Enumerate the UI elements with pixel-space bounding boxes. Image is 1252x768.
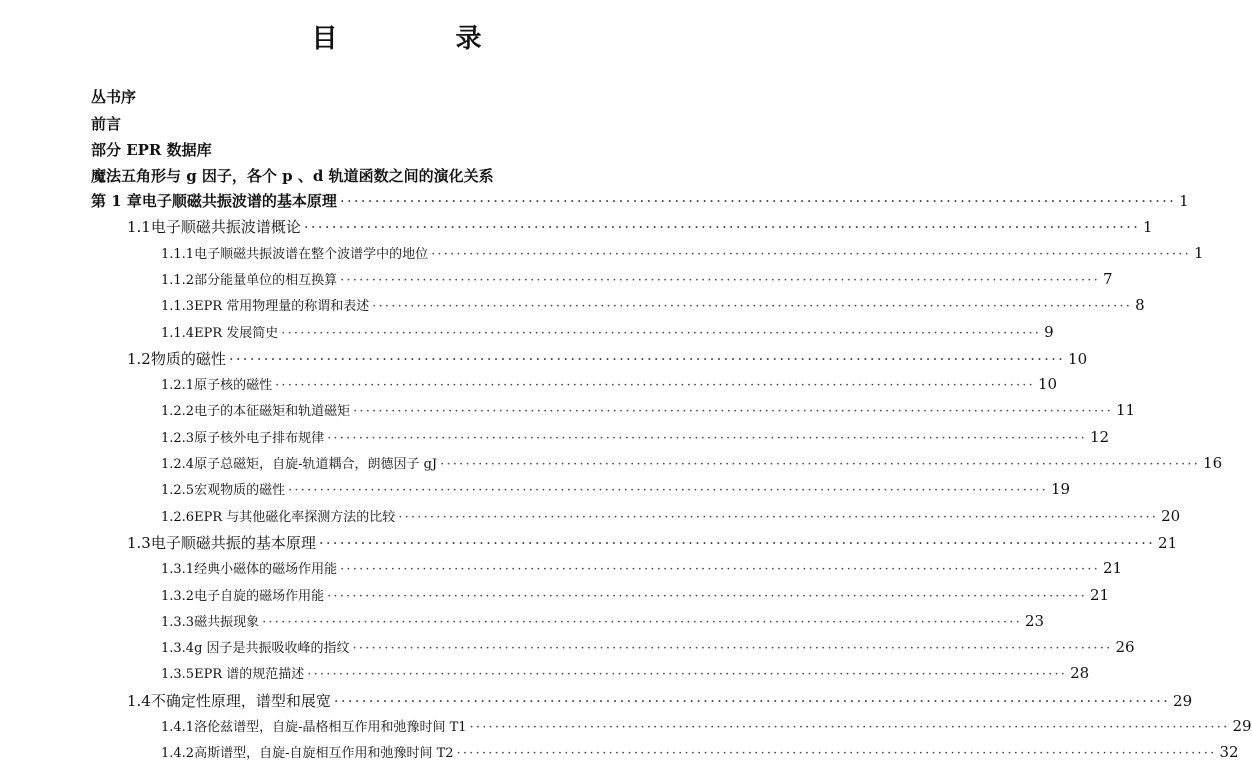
toc-entry-1-3-2[interactable] (161, 585, 1110, 604)
entry-page-number: 10 (1037, 375, 1058, 394)
toc-entry-1-3-1[interactable] (161, 558, 1123, 578)
entry-title: EPR 常用物理量的称谓和表述 (194, 299, 370, 315)
dot-leader: ························································································································ (318, 533, 1156, 552)
dot-leader: ························································································································ (275, 378, 1035, 394)
entry-page-number: 7 (1102, 269, 1113, 288)
toc-entry-1-4[interactable] (127, 690, 1193, 711)
front-matter-item: 部分 EPR 数据库 (91, 141, 212, 159)
entry-title: EPR 与其他磁化率探测方法的比较 (194, 509, 396, 525)
entry-page-number: 26 (1115, 638, 1135, 657)
dot-leader: ························································································································ (288, 483, 1048, 499)
entry-number: 1.2.4 (161, 457, 195, 472)
entry-page-number: 21 (1158, 533, 1178, 552)
entry-number: 1.4.1 (161, 720, 195, 735)
toc-entry-1-2-2[interactable] (161, 400, 1136, 420)
toc-entry-1-1-4[interactable] (161, 322, 1054, 341)
entry-number: 1.2.3 (161, 430, 195, 446)
dot-leader: ························································································································ (398, 509, 1159, 525)
entry-page-number: 32 (1219, 743, 1239, 762)
dot-leader: ························································································································ (372, 299, 1133, 315)
front-matter-item: 丛书序 (91, 88, 137, 106)
entry-page-number: 19 (1050, 480, 1071, 499)
toc-entry-1-3[interactable] (127, 532, 1178, 553)
entry-title: EPR 发展简史 (194, 325, 279, 341)
entry-number: 1.2.6 (161, 509, 195, 525)
entry-page-number: 29 (1232, 717, 1252, 735)
entry-page-number: 21 (1089, 585, 1110, 604)
dot-leader: ························································································································ (353, 404, 1113, 420)
entry-title: 宏观物质的磁性 (194, 483, 286, 499)
entry-page-number: 10 (1068, 349, 1088, 368)
dot-leader: ························································································································ (339, 192, 1177, 210)
entry-page-number: 1 (1193, 243, 1204, 262)
dot-leader: ························································································································ (327, 430, 1087, 446)
toc-entry-1-1-1[interactable] (161, 243, 1204, 262)
entry-page-number: 12 (1089, 427, 1110, 446)
entry-number: 1.1.2 (161, 272, 195, 288)
dot-leader: ························································································································ (333, 691, 1171, 710)
entry-title: 原子总磁矩，自旋-轨道耦合，朗德因子 gJ (194, 457, 438, 472)
dot-leader: ························································································································ (262, 614, 1022, 630)
entry-number: 1.4 (127, 691, 151, 710)
entry-page-number: 11 (1115, 401, 1136, 420)
toc-entry-1-2-1[interactable] (161, 374, 1058, 394)
entry-title: 不确定性原理，谱型和展宽 (150, 691, 331, 710)
entry-title: 电子顺磁共振波谱在整个波谱学中的地位 (194, 246, 429, 262)
toc-entry-1-2-4[interactable] (161, 453, 1223, 472)
toc-entry-1-3-3[interactable] (161, 611, 1045, 630)
dot-leader: ························································································································ (431, 246, 1191, 262)
entry-title: 电子顺磁共振的基本原理 (150, 533, 316, 552)
front-matter-item: 魔法五角形与 g 因子，各个 p 、d 轨道函数之间的演化关系 (91, 167, 494, 185)
dot-leader: ························································································································ (327, 588, 1087, 604)
dot-leader: ························································································································ (440, 457, 1201, 472)
dot-leader: ························································································································ (307, 667, 1068, 683)
toc-entry-1-4-2[interactable] (161, 742, 1239, 762)
entry-title: 电子顺磁共振波谱概论 (150, 218, 301, 237)
dot-leader: ························································································································ (228, 349, 1066, 368)
entry-number: 1.3.2 (161, 588, 195, 604)
entry-page-number: 8 (1135, 296, 1145, 315)
dot-leader: ························································································································ (456, 746, 1217, 762)
entry-title: g 因子是共振吸收峰的指纹 (194, 641, 350, 657)
entry-number: 1.1.4 (161, 325, 195, 341)
entry-number: 1.1.3 (161, 299, 195, 315)
dot-leader: ························································································································ (281, 325, 1042, 341)
dot-leader: ························································································································ (469, 720, 1230, 735)
toc-entry-1-1-2[interactable] (161, 269, 1113, 288)
toc-entry-1-4-1[interactable] (161, 716, 1252, 735)
entry-page-number: 1 (1179, 192, 1189, 210)
entry-number: 第 1 章 (91, 192, 142, 210)
entry-title: 洛伦兹谱型，自旋-晶格相互作用和弛豫时间 T1 (194, 720, 467, 735)
dot-leader: ························································································································ (340, 272, 1100, 288)
entry-page-number: 29 (1173, 691, 1193, 710)
entry-number: 1.2 (127, 349, 151, 368)
entry-number: 1.3 (127, 533, 151, 552)
entry-title: 电子顺磁共振波谱的基本原理 (141, 192, 337, 210)
entry-title: 磁共振现象 (194, 614, 260, 630)
dot-leader: ························································································································ (352, 641, 1113, 657)
entry-number: 1.3.1 (161, 562, 195, 578)
entry-title: 原子核的磁性 (194, 378, 273, 394)
page-title: 目 录 (311, 24, 528, 54)
dot-leader: ························································································································ (303, 218, 1141, 237)
entry-title: 高斯谱型，自旋-自旋相互作用和弛豫时间 T2 (194, 746, 454, 762)
entry-title: 部分能量单位的相互换算 (194, 272, 338, 288)
entry-page-number: 23 (1024, 611, 1045, 630)
toc-entry-1-2-5[interactable] (161, 479, 1071, 499)
entry-page-number: 1 (1143, 218, 1153, 237)
dot-leader: ························································································································ (340, 562, 1100, 578)
entry-page-number: 21 (1102, 559, 1123, 578)
entry-title: 经典小磁体的磁场作用能 (194, 562, 338, 578)
entry-page-number: 9 (1044, 322, 1054, 341)
entry-page-number: 16 (1203, 454, 1223, 472)
entry-number: 1.2.1 (161, 378, 195, 394)
entry-page-number: 28 (1070, 664, 1090, 683)
entry-number: 1.1.1 (161, 246, 195, 262)
entry-number: 1.2.2 (161, 404, 195, 420)
toc-entry-1-1[interactable] (127, 216, 1153, 237)
toc-entry-1-2[interactable] (127, 348, 1088, 369)
entry-title: 原子核外电子排布规律 (194, 430, 325, 446)
entry-number: 1.3.3 (161, 614, 195, 630)
toc-entry-第1章[interactable] (91, 190, 1189, 211)
toc-entry-1-3-5[interactable] (161, 663, 1090, 683)
toc-entry-1-1-3[interactable] (161, 295, 1145, 315)
entry-title: 物质的磁性 (150, 349, 226, 368)
entry-page-number: 20 (1161, 506, 1181, 525)
entry-number: 1.3.4 (161, 641, 195, 657)
entry-title: 电子自旋的磁场作用能 (194, 588, 325, 604)
toc-entry-1-2-6[interactable] (161, 506, 1181, 525)
entry-title: EPR 谱的规范描述 (194, 667, 305, 683)
entry-number: 1.4.2 (161, 746, 195, 762)
front-matter-item: 前言 (91, 115, 122, 133)
entry-number: 1.2.5 (161, 483, 195, 499)
entry-title: 电子的本征磁矩和轨道磁矩 (194, 404, 351, 420)
entry-number: 1.3.5 (161, 667, 195, 683)
toc-entry-1-3-4[interactable] (161, 637, 1135, 657)
toc-entry-1-2-3[interactable] (161, 427, 1110, 446)
entry-number: 1.1 (127, 218, 151, 237)
